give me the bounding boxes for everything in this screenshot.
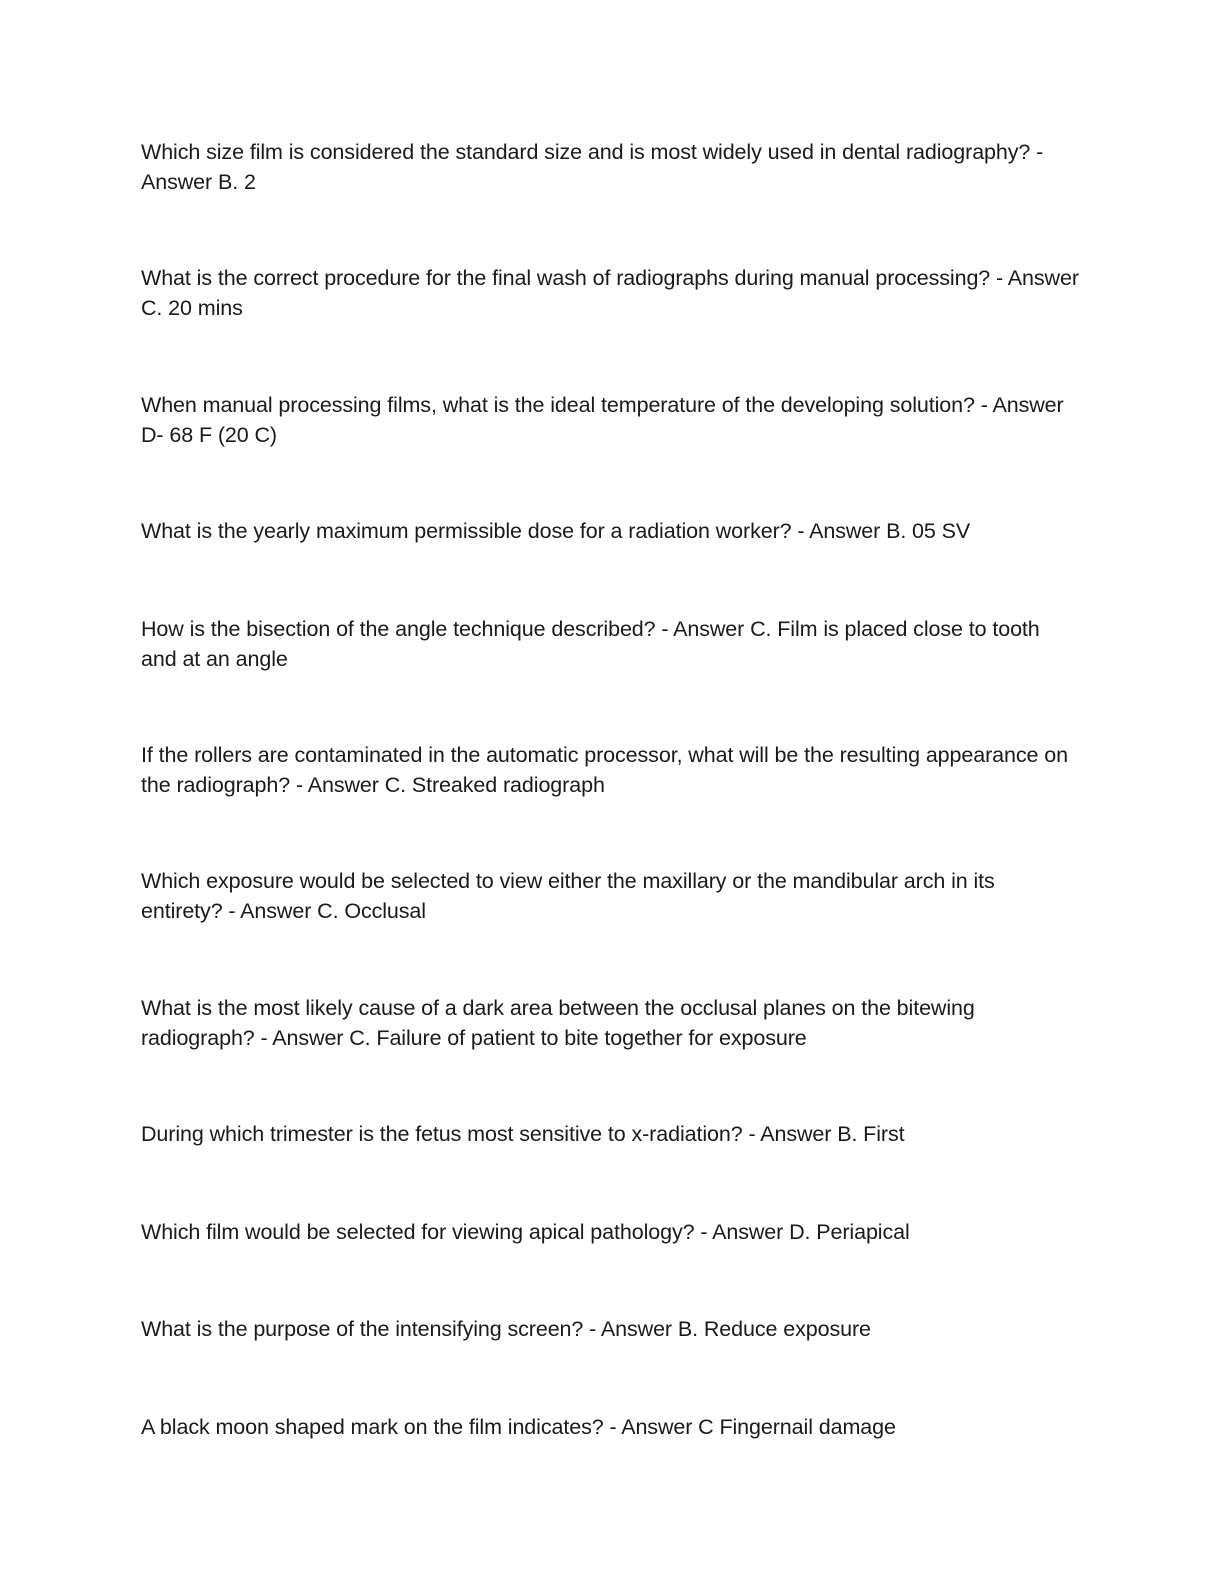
- qa-item: Which size film is considered the standard size and is most widely used in dental radiography? - Answer B. 2: [141, 140, 1044, 194]
- qa-item: Which film would be selected for viewing apical pathology? - Answer D. Periapical: [141, 1220, 910, 1244]
- qa-item: What is the correct procedure for the final wash of radiographs during manual processing? - Answer C. 20 mins: [141, 266, 1079, 320]
- qa-item: When manual processing films, what is the ideal temperature of the developing solution? - Answer D- 68 F (20 C): [141, 393, 1064, 447]
- qa-item: What is the yearly maximum permissible dose for a radiation worker? - Answer B. 05 SV: [141, 519, 971, 543]
- qa-item: A black moon shaped mark on the film indicates? - Answer C Fingernail damage: [141, 1415, 896, 1439]
- qa-item: How is the bisection of the angle technique described? - Answer C. Film is placed close to tooth and at an angle: [141, 617, 1040, 671]
- qa-item: What is the most likely cause of a dark area between the occlusal planes on the bitewing radiograph? - Answer C. Failure of patient to bite together for exposure: [141, 996, 975, 1050]
- qa-item: During which trimester is the fetus most sensitive to x-radiation? - Answer B. First: [141, 1122, 905, 1146]
- qa-item: Which exposure would be selected to view either the maxillary or the mandibular arch in its entirety? - Answer C. Occlusal: [141, 869, 995, 923]
- qa-item: If the rollers are contaminated in the automatic processor, what will be the resulting appearance on the radiograph? - Answer C. Streaked radiograph: [141, 743, 1068, 797]
- qa-item: What is the purpose of the intensifying screen? - Answer B. Reduce exposure: [141, 1317, 871, 1341]
